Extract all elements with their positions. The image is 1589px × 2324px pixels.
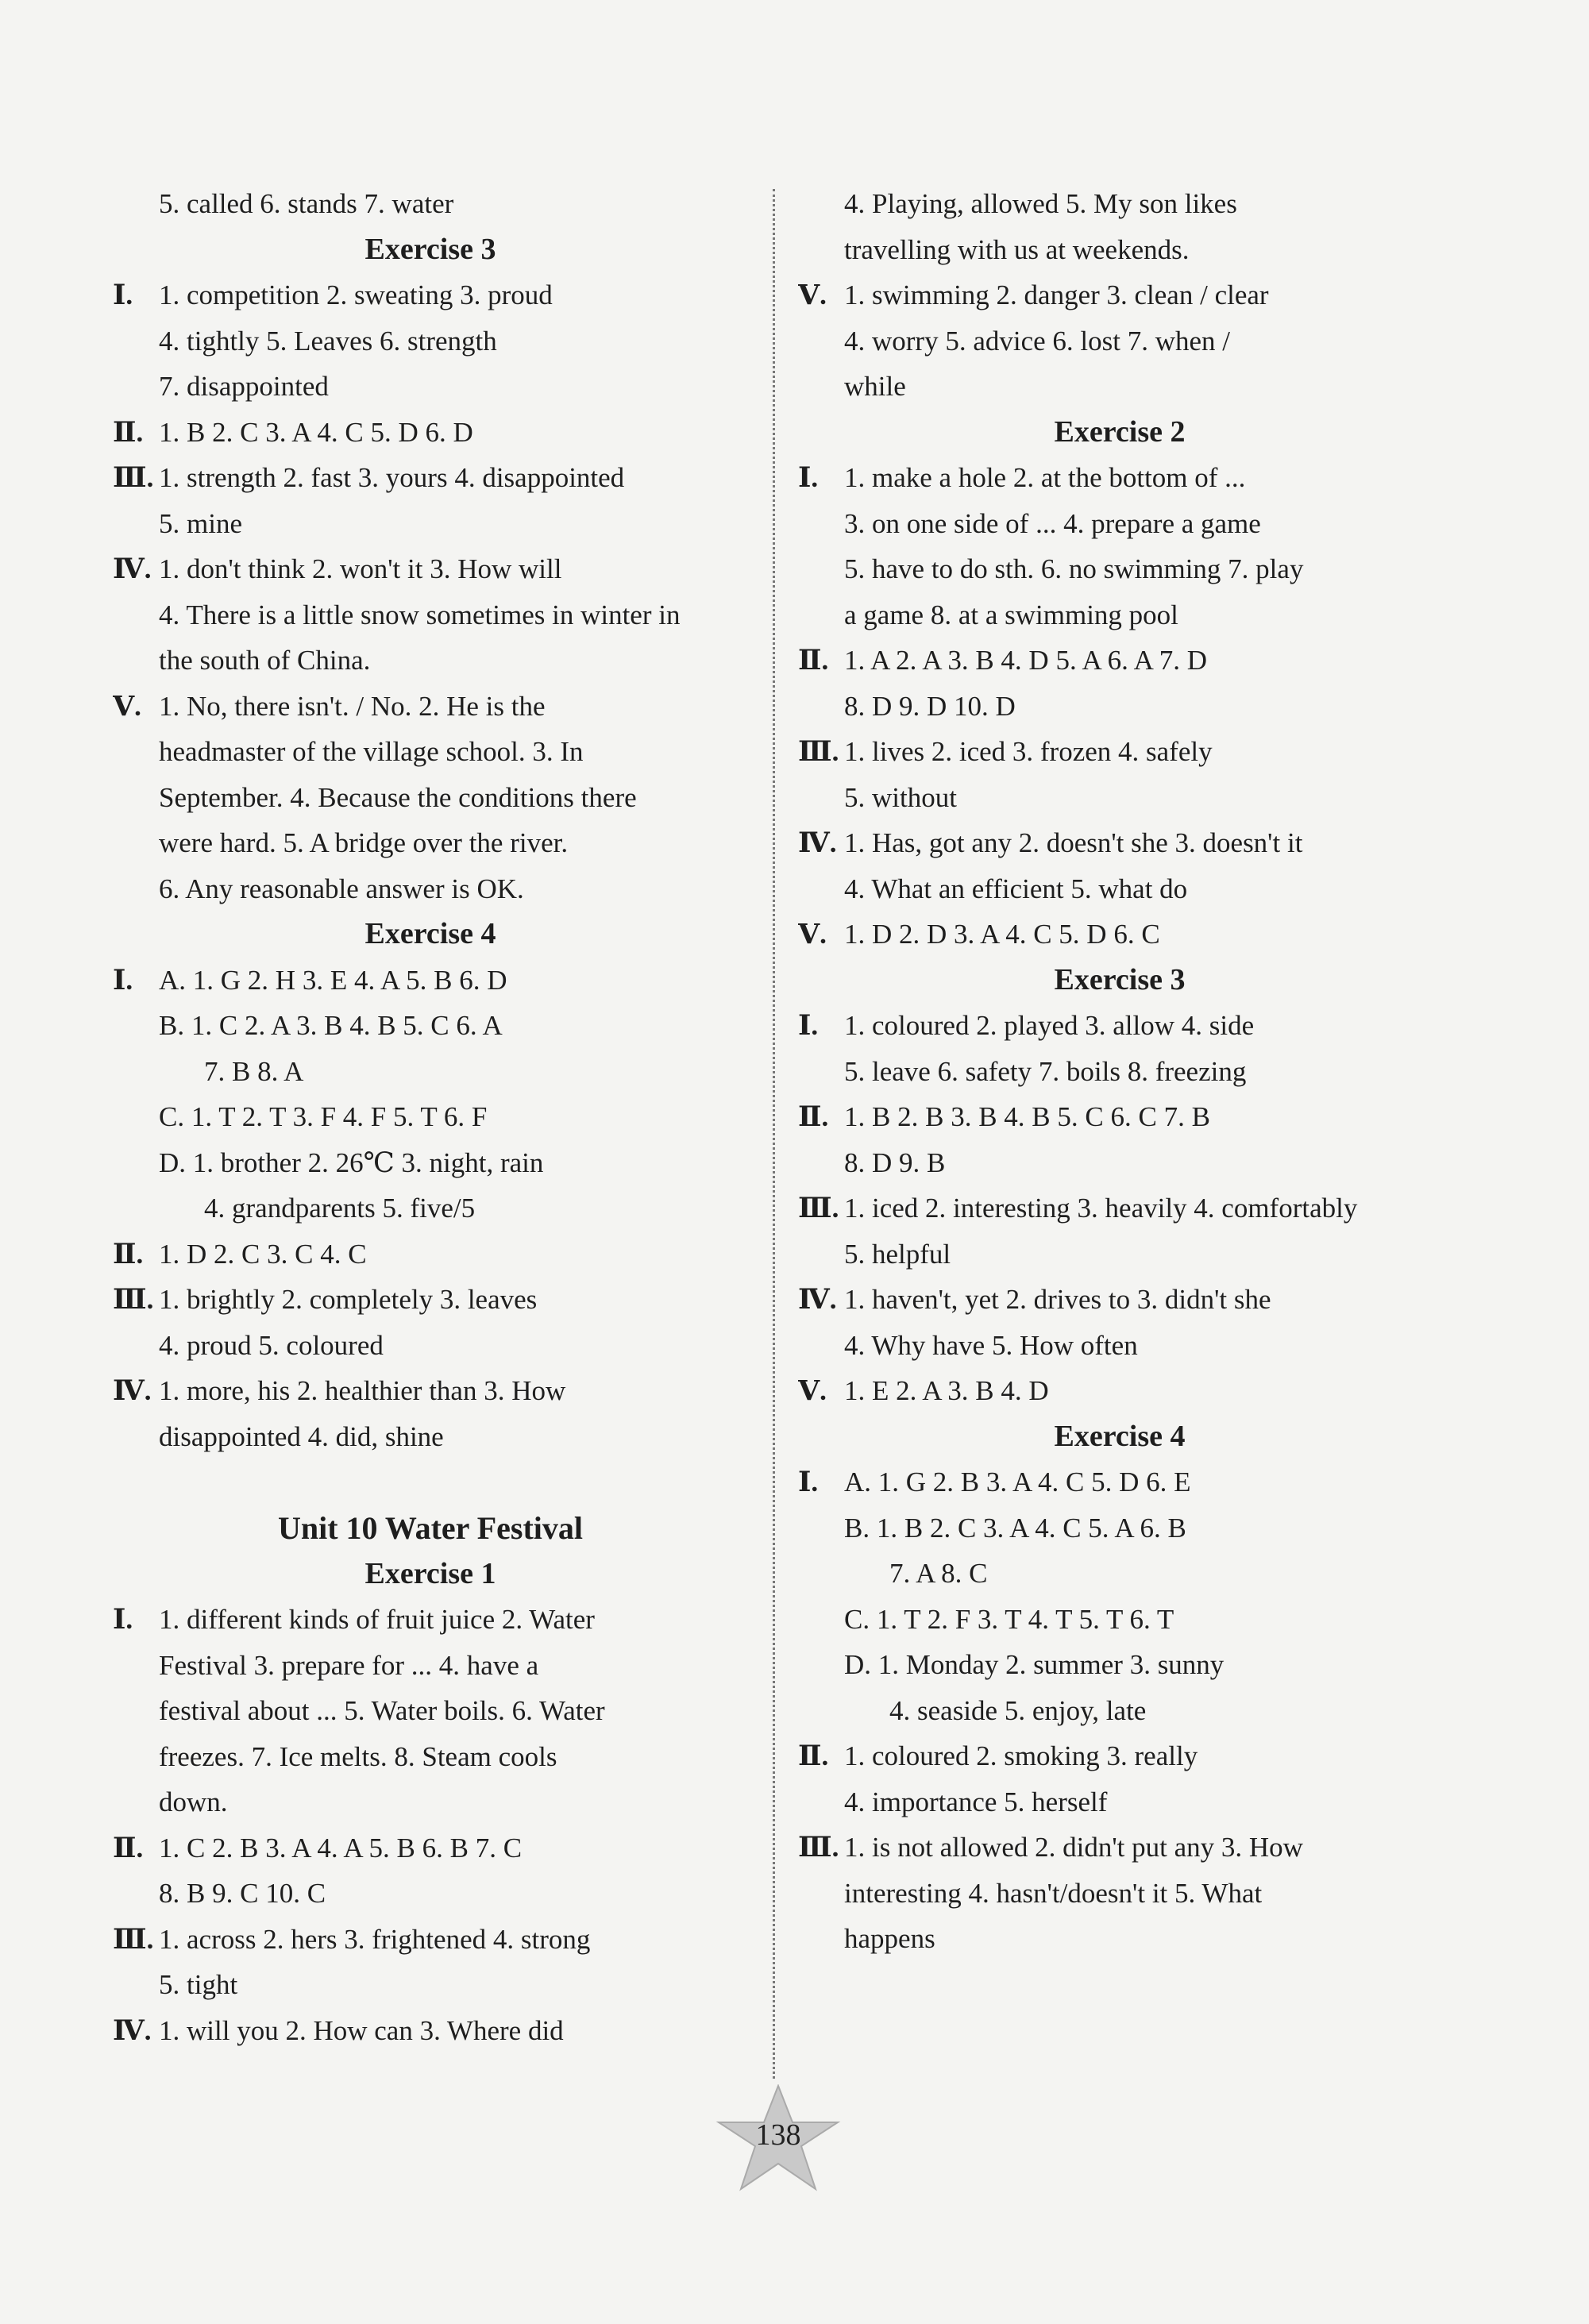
section-label: Ⅳ. — [113, 2014, 152, 2046]
answer-line: D. 1. brother 2. 26℃ 3. night, rain — [159, 1147, 544, 1178]
answer-line: B. 1. B 2. C 3. A 4. C 5. A 6. B — [844, 1512, 1186, 1544]
section-label: Ⅰ. — [798, 462, 819, 493]
section-label: Ⅴ. — [798, 1375, 827, 1406]
answer-line: Ⅳ. 1. haven't, yet 2. drives to 3. didn't she — [798, 1277, 1441, 1323]
answer-line: 4. importance 5. herself — [844, 1786, 1108, 1817]
answer-line: a game 8. at a swimming pool — [844, 599, 1178, 630]
answer-line: Ⅲ. 1. lives 2. iced 3. frozen 4. safely — [798, 729, 1441, 775]
answer-line: Ⅲ. 1. brightly 2. completely 3. leaves — [113, 1277, 748, 1323]
section-label: Ⅲ. — [798, 1193, 839, 1224]
page-number-badge — [707, 2084, 850, 2195]
answer-line: travelling with us at weekends. — [844, 233, 1190, 265]
answer-line: Ⅳ. 1. don't think 2. won't it 3. How will — [113, 546, 748, 592]
section-label: Ⅰ. — [798, 1010, 819, 1041]
answer-line: 4. worry 5. advice 6. lost 7. when / — [844, 325, 1231, 357]
answer-line: Ⅳ. 1. Has, got any 2. doesn't she 3. doesn't it — [798, 820, 1441, 866]
answer-line: interesting 4. hasn't/doesn't it 5. What — [844, 1877, 1263, 1909]
page-number: 138 — [755, 2118, 801, 2152]
section-label: Ⅴ. — [798, 919, 827, 950]
section-label: Ⅱ. — [798, 645, 829, 676]
answer-line: Ⅱ. 1. coloured 2. smoking 3. really — [798, 1733, 1441, 1779]
answer-line: 5. without — [844, 781, 957, 813]
answer-line: 4. There is a little snow sometimes in winter in — [159, 599, 681, 630]
section-label: Ⅰ. — [798, 1466, 819, 1497]
answer-line: 4. grandparents 5. five/5 — [204, 1193, 476, 1224]
unit-title: Unit 10 Water Festival — [277, 1510, 584, 1546]
section-label: Ⅰ. — [113, 964, 133, 996]
answer-line: 4. proud 5. coloured — [159, 1329, 384, 1361]
section-label: Ⅳ. — [798, 827, 837, 858]
answer-line: Ⅰ. 1. competition 2. sweating 3. proud — [113, 272, 748, 318]
answer-line: freezes. 7. Ice melts. 8. Steam cools — [159, 1740, 557, 1772]
answer-line: 5. mine — [159, 507, 242, 539]
answer-line: Ⅰ. A. 1. G 2. B 3. A 4. C 5. D 6. E — [798, 1459, 1441, 1505]
answer-line: 4. What an efficient 5. what do — [844, 873, 1188, 904]
section-label: Ⅳ. — [798, 1284, 837, 1315]
answer-line: Ⅲ. 1. iced 2. interesting 3. heavily 4. comfortably — [798, 1185, 1441, 1231]
spacer — [113, 1459, 748, 1505]
answer-line: the south of China. — [159, 645, 371, 676]
answer-line: Ⅰ. 1. make a hole 2. at the bottom of ... — [798, 455, 1441, 501]
answer-line: Ⅲ. 1. strength 2. fast 3. yours 4. disappointed — [113, 455, 748, 501]
answer-line: 8. D 9. D 10. D — [844, 690, 1016, 722]
answer-line: 3. on one side of ... 4. prepare a game — [844, 507, 1261, 539]
section-label: Ⅰ. — [113, 279, 133, 310]
answer-line: disappointed 4. did, shine — [159, 1420, 444, 1452]
answer-line: Ⅴ. 1. D 2. D 3. A 4. C 5. D 6. C — [798, 911, 1441, 958]
answer-line: 4. Why have 5. How often — [844, 1329, 1138, 1361]
answer-line: September. 4. Because the conditions there — [159, 781, 637, 813]
exercise-heading: Exercise 4 — [364, 917, 496, 950]
section-label: Ⅴ. — [798, 279, 827, 310]
section-label: Ⅱ. — [113, 1238, 144, 1270]
answer-line: Ⅱ. 1. B 2. B 3. B 4. B 5. C 6. C 7. B — [798, 1094, 1441, 1140]
answer-line: Ⅰ. 1. coloured 2. played 3. allow 4. side — [798, 1003, 1441, 1049]
answer-line: Ⅴ. 1. E 2. A 3. B 4. D — [798, 1368, 1441, 1414]
section-label: Ⅲ. — [798, 736, 839, 767]
answer-line: 4. Playing, allowed 5. My son likes — [844, 188, 1237, 219]
answer-line: 7. B 8. A — [204, 1055, 304, 1087]
answer-line: C. 1. T 2. F 3. T 4. T 5. T 6. T — [844, 1603, 1174, 1635]
section-label: Ⅱ. — [113, 416, 144, 448]
section-label: Ⅱ. — [798, 1740, 829, 1771]
answer-line: Ⅱ. 1. B 2. C 3. A 4. C 5. D 6. D — [113, 410, 748, 456]
column-divider — [773, 189, 775, 2079]
exercise-heading: Exercise 1 — [364, 1556, 496, 1590]
answer-line: headmaster of the village school. 3. In — [159, 736, 584, 767]
answer-line: 5. called 6. stands 7. water — [159, 188, 454, 219]
answer-line: 5. leave 6. safety 7. boils 8. freezing — [844, 1055, 1247, 1087]
section-label: Ⅰ. — [113, 1604, 133, 1635]
exercise-heading: Exercise 3 — [1054, 962, 1186, 996]
answer-line: Ⅴ. 1. swimming 2. danger 3. clean / clear — [798, 272, 1441, 318]
section-label: Ⅲ. — [798, 1832, 839, 1863]
exercise-heading: Exercise 3 — [364, 232, 496, 266]
section-label: Ⅱ. — [798, 1101, 829, 1132]
answer-line: B. 1. C 2. A 3. B 4. B 5. C 6. A — [159, 1010, 503, 1041]
right-column — [798, 181, 1441, 1962]
answer-line: 5. have to do sth. 6. no swimming 7. play — [844, 553, 1304, 584]
section-label: Ⅳ. — [113, 1375, 152, 1406]
answer-line: Ⅰ. A. 1. G 2. H 3. E 4. A 5. B 6. D — [113, 958, 748, 1004]
section-label: Ⅳ. — [113, 553, 152, 584]
answer-line: Ⅳ. 1. more, his 2. healthier than 3. How — [113, 1368, 748, 1414]
answer-line: were hard. 5. A bridge over the river. — [159, 827, 569, 858]
answer-line: D. 1. Monday 2. summer 3. sunny — [844, 1649, 1225, 1680]
section-label: Ⅱ. — [113, 1832, 144, 1863]
answer-line: 6. Any reasonable answer is OK. — [159, 873, 524, 904]
answer-line: 7. disappointed — [159, 371, 329, 402]
section-label: Ⅲ. — [113, 462, 154, 493]
answer-line: Festival 3. prepare for ... 4. have a — [159, 1649, 539, 1681]
answer-line: Ⅲ. 1. is not allowed 2. didn't put any 3. How — [798, 1825, 1441, 1871]
answer-line: Ⅳ. 1. will you 2. How can 3. Where did — [113, 2008, 748, 2054]
exercise-heading: Exercise 4 — [1054, 1419, 1186, 1453]
section-label: Ⅲ. — [113, 1923, 154, 1955]
section-label: Ⅲ. — [113, 1284, 154, 1315]
answer-line: festival about ... 5. Water boils. 6. Water — [159, 1695, 605, 1726]
answer-line: Ⅲ. 1. across 2. hers 3. frightened 4. strong — [113, 1917, 748, 1963]
answer-line: happens — [844, 1923, 935, 1954]
answer-line: 4. tightly 5. Leaves 6. strength — [159, 325, 497, 357]
answer-line: 8. B 9. C 10. C — [159, 1878, 326, 1909]
answer-line: 8. D 9. B — [844, 1147, 946, 1178]
answer-line: down. — [159, 1786, 228, 1817]
answer-line: 4. seaside 5. enjoy, late — [889, 1694, 1147, 1726]
answer-line: 7. A 8. C — [889, 1558, 988, 1589]
answer-line: Ⅰ. 1. different kinds of fruit juice 2. Water — [113, 1597, 748, 1643]
answer-line: C. 1. T 2. T 3. F 4. F 5. T 6. F — [159, 1101, 488, 1132]
answer-line: while — [844, 371, 906, 402]
answer-line: 5. helpful — [844, 1238, 951, 1270]
left-column — [113, 181, 748, 2053]
answer-line: Ⅴ. 1. No, there isn't. / No. 2. He is the — [113, 684, 748, 730]
answer-line: Ⅱ. 1. A 2. A 3. B 4. D 5. A 6. A 7. D — [798, 638, 1441, 684]
answer-line: Ⅱ. 1. D 2. C 3. C 4. C — [113, 1231, 748, 1278]
answer-line: 5. tight — [159, 1969, 238, 2000]
exercise-heading: Exercise 2 — [1054, 414, 1186, 449]
section-label: Ⅴ. — [113, 690, 141, 722]
answer-line: Ⅱ. 1. C 2. B 3. A 4. A 5. B 6. B 7. C — [113, 1825, 748, 1871]
